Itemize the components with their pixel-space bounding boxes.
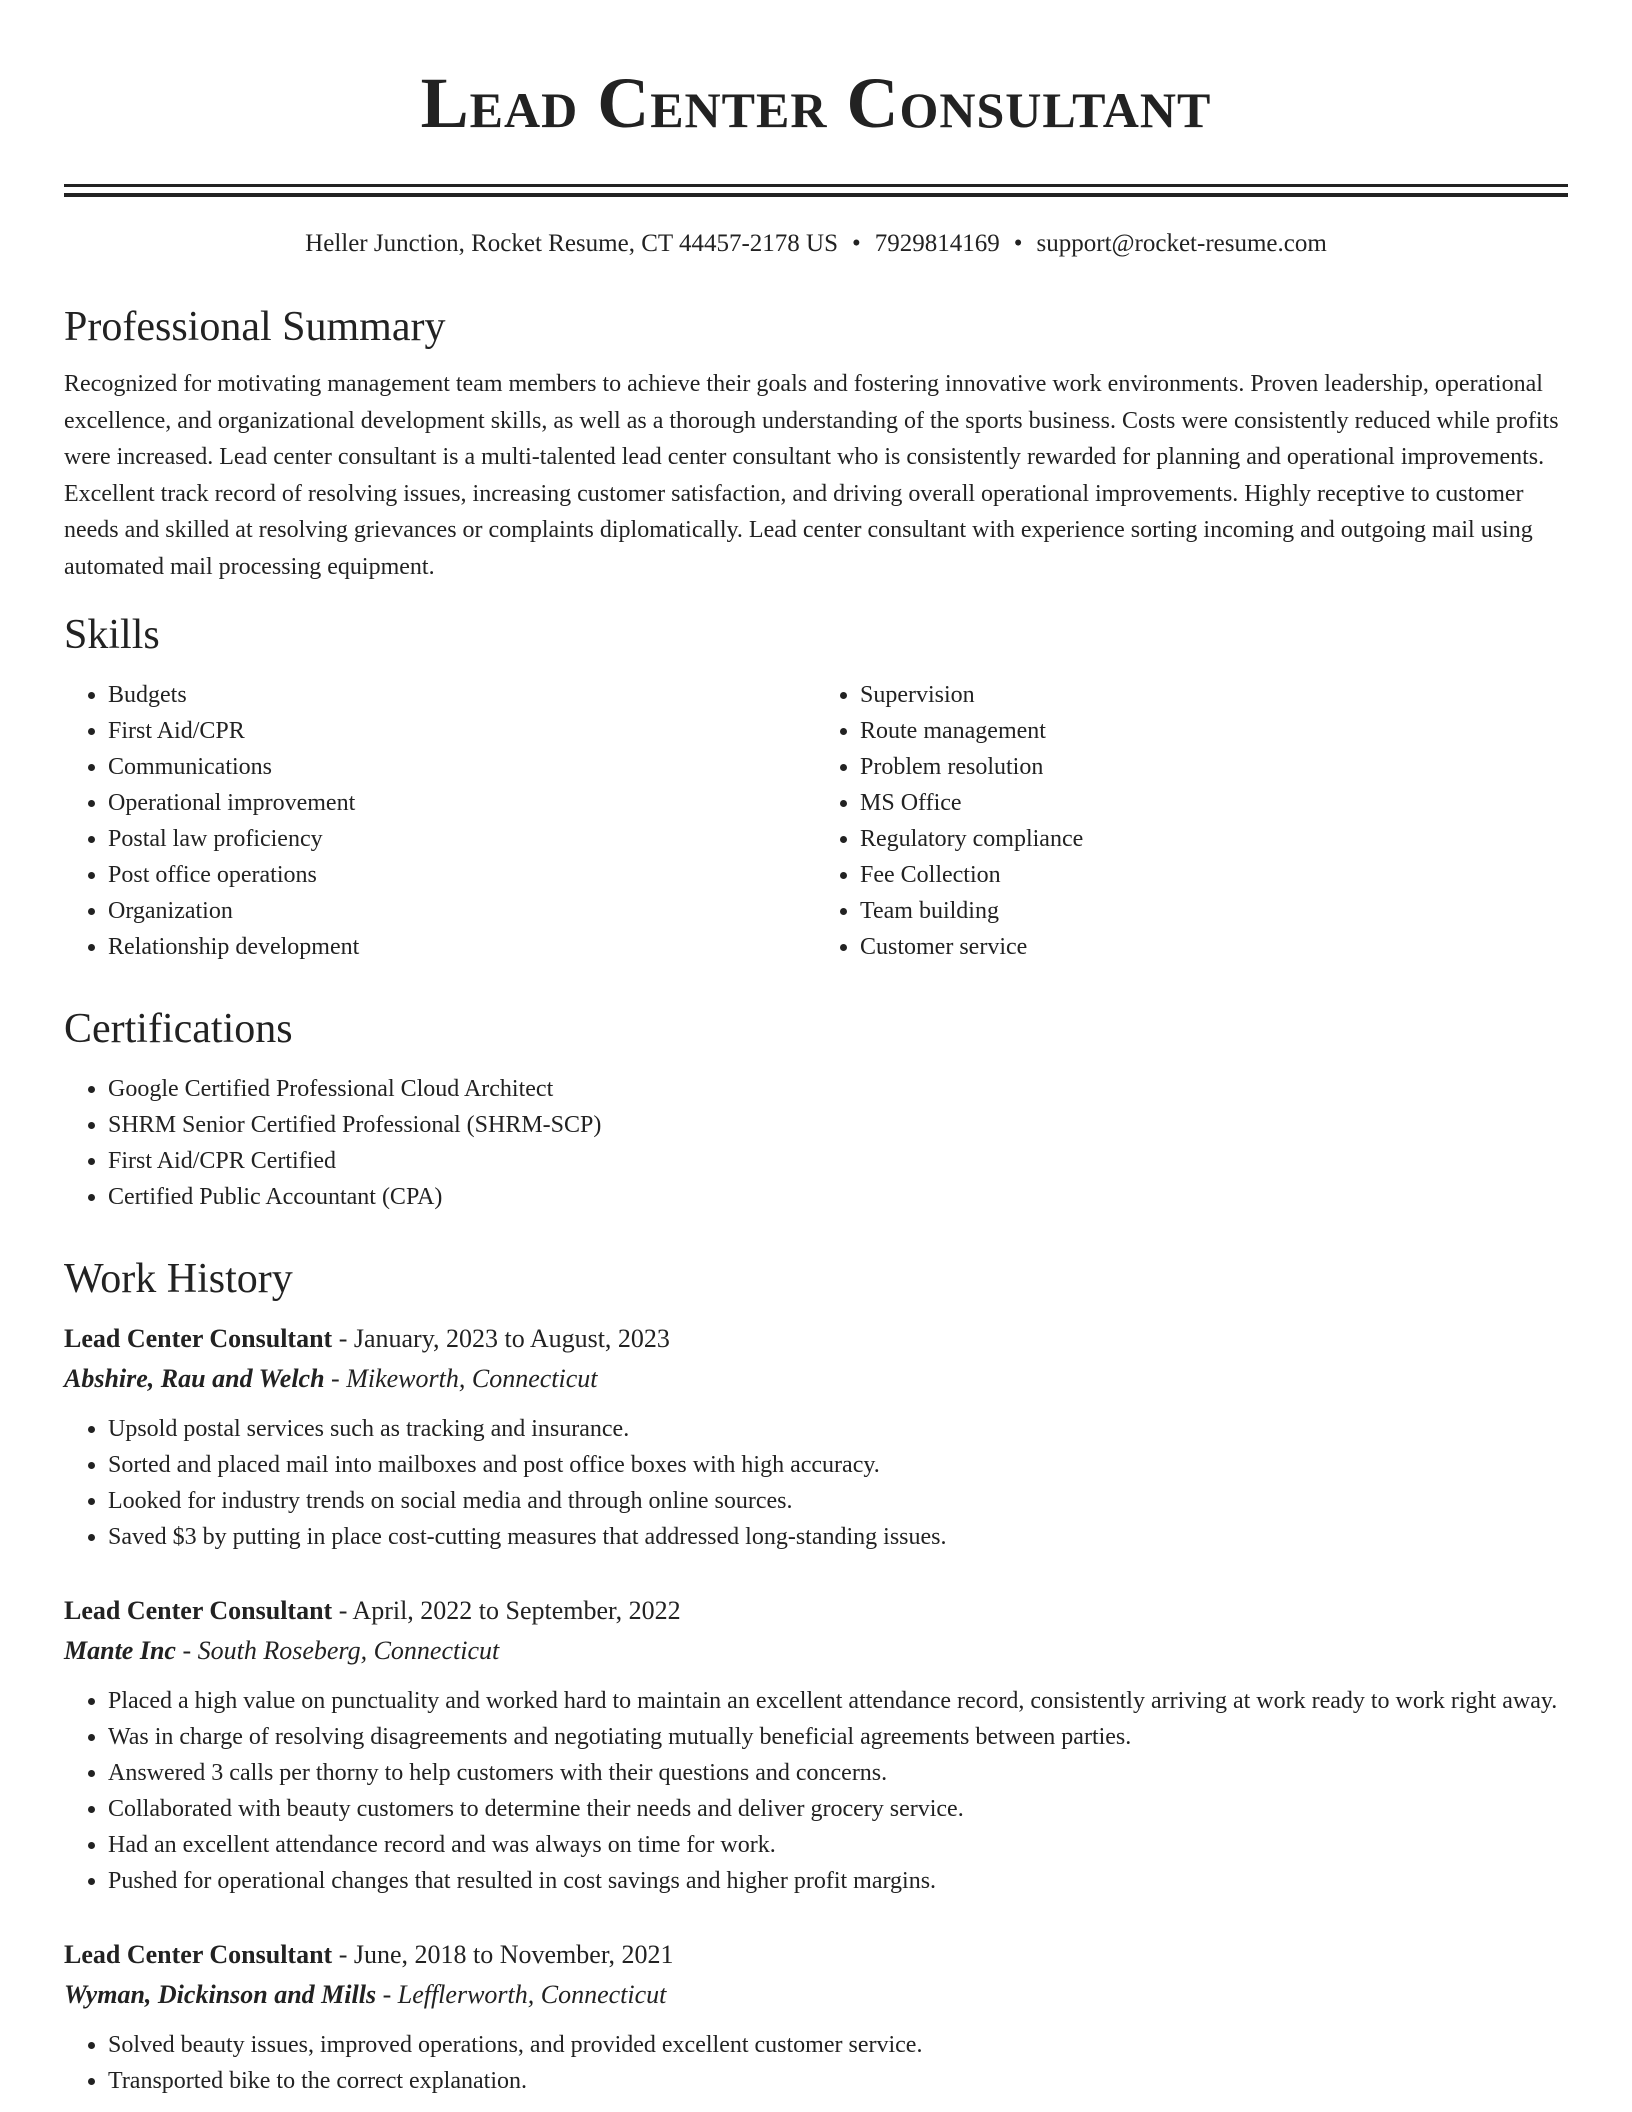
job-bullets xyxy=(64,2027,1568,2099)
job-bullet: • Pushed for operational changes that resulted in cost savings and higher profit margins. xyxy=(108,1863,1568,1899)
job-location: - Lefflerworth, Connecticut xyxy=(376,1980,667,2009)
job-title: Lead Center Consultant xyxy=(64,1324,333,1353)
job-bullets xyxy=(64,1411,1568,1555)
skill-item: • Fee Collection xyxy=(860,857,1568,893)
title-divider-thin xyxy=(64,184,1568,187)
certification-item: • SHRM Senior Certified Professional (SHRM-SCP) xyxy=(108,1107,1568,1143)
job-bullet: • Was in charge of resolving disagreements and negotiating mutually beneficial agreements between parties. xyxy=(108,1719,1568,1755)
job-title: Lead Center Consultant xyxy=(64,1940,333,1969)
job-company: Abshire, Rau and Welch xyxy=(64,1364,325,1393)
skills-heading: Skills xyxy=(64,612,160,658)
certification-item: • Google Certified Professional Cloud Architect xyxy=(108,1071,1568,1107)
certification-item: • First Aid/CPR Certified xyxy=(108,1143,1568,1179)
skill-item: • Customer service xyxy=(860,929,1568,965)
job-bullet: • Saved $3 by putting in place cost-cutting measures that addressed long-standing issues. xyxy=(108,1519,1568,1555)
job-bullet: • Answered 3 calls per thorny to help customers with their questions and concerns. xyxy=(108,1755,1568,1791)
skill-item: • Communications xyxy=(108,749,816,785)
skills-list-left xyxy=(64,677,816,965)
job-dates: - April, 2022 to September, 2022 xyxy=(332,1596,681,1625)
job-location: - Mikeworth, Connecticut xyxy=(324,1364,598,1393)
contact-email: support@rocket-resume.com xyxy=(1036,230,1327,257)
skill-item: • Problem resolution xyxy=(860,749,1568,785)
skills-list-right xyxy=(816,677,1568,965)
contact-phone: 7929814169 xyxy=(874,230,1000,257)
job-title-line xyxy=(64,1319,1568,1359)
job-bullet: • Solved beauty issues, improved operations, and provided excellent customer service. xyxy=(108,2027,1568,2063)
certifications-list xyxy=(64,1071,1568,1215)
certifications-heading: Certifications xyxy=(64,1006,293,1052)
job-dates: - January, 2023 to August, 2023 xyxy=(332,1324,670,1353)
skill-item: • Organization xyxy=(108,893,816,929)
skill-item: • First Aid/CPR xyxy=(108,713,816,749)
contact-separator: • xyxy=(851,230,861,257)
job-bullet: • Had an excellent attendance record and was always on time for work. xyxy=(108,1827,1568,1863)
job-bullets xyxy=(64,1683,1568,1899)
contact-line xyxy=(64,227,1568,261)
skill-item: • Relationship development xyxy=(108,929,816,965)
contact-address: Heller Junction, Rocket Resume, CT 44457-2178 US xyxy=(305,230,838,257)
job-title: Lead Center Consultant xyxy=(64,1596,333,1625)
work-history-heading: Work History xyxy=(64,1256,293,1302)
job-title-line xyxy=(64,1591,1568,1631)
summary-text: Recognized for motivating management team members to achieve their goals and fostering innovative work environments. Proven leadership, operational excellence, and organizational development skills, as well as a thorough understanding of the sports business. Costs were consistently reduced while profits were increased. Lead center consultant is a multi-talented lead center consultant who is consistently rewarded for planning and operational improvements. Excellent track record of resolving issues, increasing customer satisfaction, and driving overall operational improvements. Highly receptive to customer needs and skilled at resolving grievances or complaints diplomatically. Lead center consultant with experience sorting incoming and outgoing mail using automated mail processing equipment. xyxy=(64,371,1559,580)
summary-heading: Professional Summary xyxy=(64,304,446,350)
job-title-line xyxy=(64,1935,1568,1975)
job-location: - South Roseberg, Connecticut xyxy=(175,1636,500,1665)
job-entry xyxy=(64,1319,1568,1555)
skill-item: • MS Office xyxy=(860,785,1568,821)
skills-columns xyxy=(64,677,1568,965)
skill-item: • Post office operations xyxy=(108,857,816,893)
job-bullet: • Transported bike to the correct explanation. xyxy=(108,2063,1568,2099)
resume-title: Lead Center Consultant xyxy=(420,63,1212,143)
job-entry xyxy=(64,1935,1568,2099)
skill-item: • Route management xyxy=(860,713,1568,749)
job-company: Mante Inc xyxy=(64,1636,176,1665)
skill-item: • Budgets xyxy=(108,677,816,713)
skill-item: • Regulatory compliance xyxy=(860,821,1568,857)
skill-item: • Team building xyxy=(860,893,1568,929)
job-bullet: • Upsold postal services such as tracking and insurance. xyxy=(108,1411,1568,1447)
skill-item: • Postal law proficiency xyxy=(108,821,816,857)
job-bullet: • Placed a high value on punctuality and worked hard to maintain an excellent attendance record, consistently arriving at work ready to work right away. xyxy=(108,1683,1568,1719)
skill-item: • Supervision xyxy=(860,677,1568,713)
contact-separator: • xyxy=(1013,230,1023,257)
job-bullet: • Collaborated with beauty customers to determine their needs and deliver grocery service. xyxy=(108,1791,1568,1827)
job-dates: - June, 2018 to November, 2021 xyxy=(332,1940,674,1969)
job-entry xyxy=(64,1591,1568,1899)
job-bullet: • Looked for industry trends on social media and through online sources. xyxy=(108,1483,1568,1519)
job-company-line xyxy=(64,1631,1568,1671)
job-company-line xyxy=(64,1975,1568,2015)
job-bullet: • Sorted and placed mail into mailboxes and post office boxes with high accuracy. xyxy=(108,1447,1568,1483)
job-company-line xyxy=(64,1359,1568,1399)
title-divider-thick xyxy=(64,193,1568,197)
job-company: Wyman, Dickinson and Mills xyxy=(64,1980,377,2009)
skill-item: • Operational improvement xyxy=(108,785,816,821)
certification-item: • Certified Public Accountant (CPA) xyxy=(108,1179,1568,1215)
